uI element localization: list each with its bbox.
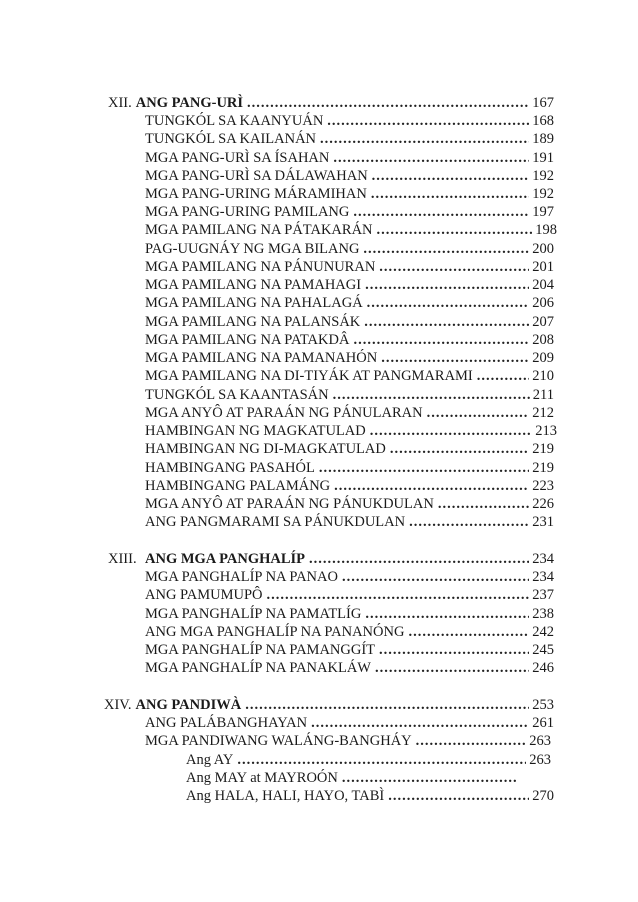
toc-entry — [145, 385, 554, 405]
page-number: 270 — [532, 788, 554, 804]
leader-dots — [309, 549, 529, 569]
toc-entry — [145, 184, 554, 204]
page-number: 219 — [532, 460, 554, 476]
page-number: 201 — [532, 259, 554, 275]
entry-label: Ang MAY at MAYROÓN — [186, 770, 338, 786]
page-number: 197 — [532, 204, 554, 220]
entry-label: TUNGKÓL SA KAANYUÁN — [145, 113, 324, 129]
page-number: 263 — [529, 733, 551, 749]
section-number: XII. — [108, 95, 132, 111]
entry-label: HAMBINGANG PALAMÁNG — [145, 478, 331, 494]
entry-label: MGA PAMILANG NA PAHALAGÁ — [145, 295, 363, 311]
toc-entry — [145, 604, 554, 624]
toc-entry — [145, 166, 554, 186]
section-number: XIII. — [108, 551, 137, 567]
toc-entry — [145, 713, 554, 733]
page-number: 231 — [532, 514, 554, 530]
leader-dots — [371, 184, 529, 204]
entry-label: Ang HALA, HALI, HAYO, TABÌ — [186, 788, 385, 804]
toc-entry — [145, 348, 554, 368]
page-number: 189 — [532, 131, 554, 147]
leader-dots — [319, 458, 529, 478]
leader-dots — [408, 622, 529, 642]
leader-dots — [237, 750, 526, 770]
entry-label: MGA PAMILANG NA DI-TIYÁK AT PANGMARAMI — [145, 368, 473, 384]
section-title: ANG PANDIWÀ — [135, 697, 242, 713]
toc-entry — [145, 494, 554, 514]
leader-dots — [334, 476, 529, 496]
leader-dots — [333, 148, 529, 168]
page-number: 238 — [532, 606, 554, 622]
page-number: 167 — [532, 95, 554, 111]
toc-entry — [145, 585, 554, 605]
toc-subentry — [186, 768, 520, 788]
leader-dots — [311, 713, 529, 733]
toc-section-xiv — [104, 695, 554, 715]
leader-dots — [379, 640, 529, 660]
page-number: 242 — [532, 624, 554, 640]
entry-label: MGA PANG-URÌ SA ÍSAHAN — [145, 150, 330, 166]
entry-label: ANG MGA PANGHALÍP NA PANANÓNG — [145, 624, 405, 640]
toc-entry — [145, 330, 554, 350]
toc-entry — [145, 148, 554, 168]
entry-label: MGA PANDIWANG WALÁNG-BANGHÁY — [145, 733, 412, 749]
toc-entry — [145, 476, 554, 496]
entry-label: HAMBINGANG PASAHÓL — [145, 460, 315, 476]
entry-label: MGA PAMILANG NA PALANSÁK — [145, 314, 361, 330]
toc-entry — [145, 567, 554, 587]
page-number: 223 — [532, 478, 554, 494]
leader-dots — [247, 93, 529, 113]
toc-entry — [145, 421, 557, 441]
leader-dots — [388, 786, 529, 806]
page-number: 261 — [532, 715, 554, 731]
page-number: 206 — [532, 295, 554, 311]
page-number: 191 — [532, 150, 554, 166]
entry-label: Ang AY — [186, 752, 234, 768]
leader-dots — [377, 220, 533, 240]
entry-label: TUNGKÓL SA KAILANÁN — [145, 131, 317, 147]
leader-dots — [353, 202, 529, 222]
entry-label: MGA PANG-URING MÁRAMIHAN — [145, 186, 367, 202]
leader-dots — [409, 512, 529, 532]
leader-dots — [372, 166, 530, 186]
toc-subentry — [186, 786, 554, 806]
page-number: 208 — [532, 332, 554, 348]
entry-label: MGA PANG-URING PAMILANG — [145, 204, 350, 220]
entry-label: MGA PANGHALÍP NA PAMANGGÍT — [145, 642, 376, 658]
entry-label: MGA PANGHALÍP NA PAMATLÍG — [145, 606, 362, 622]
page-number: 207 — [532, 314, 554, 330]
toc-entry — [145, 239, 554, 259]
page-number: 212 — [532, 405, 554, 421]
leader-dots — [427, 403, 530, 423]
entry-label: MGA ANYÔ AT PARAÁN NG PÁNUKDULAN — [145, 496, 434, 512]
toc-entry — [145, 257, 554, 277]
toc-entry — [145, 640, 554, 660]
leader-dots — [364, 312, 529, 332]
leader-dots — [267, 585, 530, 605]
entry-label: ANG PAMUMUPÔ — [145, 587, 263, 603]
leader-dots — [353, 330, 529, 350]
page-number: 234 — [532, 551, 554, 567]
leader-dots — [370, 421, 533, 441]
page-number: 253 — [532, 697, 554, 713]
entry-label: MGA PAMILANG NA PÁNUNURAN — [145, 259, 376, 275]
page-number: 213 — [535, 423, 557, 439]
toc-entry — [145, 202, 554, 222]
section-title: ANG PANG-URÌ — [135, 95, 244, 111]
page-number: 234 — [532, 569, 554, 585]
entry-label: MGA PANGHALÍP NA PANAO — [145, 569, 338, 585]
page-number: 219 — [532, 441, 554, 457]
page-number: 245 — [532, 642, 554, 658]
toc-entry — [145, 458, 554, 478]
page-number: 210 — [532, 368, 554, 384]
page-number: 192 — [532, 168, 554, 184]
entry-label: MGA PAMILANG NA PATAKDÂ — [145, 332, 350, 348]
page-number: 226 — [532, 496, 554, 512]
toc-entry — [145, 512, 554, 532]
page-number: 263 — [529, 752, 551, 768]
entry-label: MGA PAMILANG NA PÁTAKARÁN — [145, 222, 373, 238]
page-number: 192 — [532, 186, 554, 202]
leader-dots — [438, 494, 529, 514]
entry-label: PAG-UUGNÁY NG MGA BILANG — [145, 241, 360, 257]
entry-label: HAMBINGAN NG DI-MAGKATULAD — [145, 441, 386, 457]
toc-entry — [145, 403, 554, 423]
leader-dots — [367, 293, 530, 313]
toc-entry — [145, 312, 554, 332]
page-number: 198 — [535, 222, 557, 238]
page-number: 168 — [532, 113, 554, 129]
entry-label: MGA PANG-URÌ SA DÁLAWAHAN — [145, 168, 368, 184]
page-number: 246 — [532, 660, 554, 676]
leader-dots — [320, 129, 529, 149]
toc-entry — [145, 439, 554, 459]
page-number: 209 — [532, 350, 554, 366]
entry-label: MGA PAMILANG NA PAMANAHÓN — [145, 350, 378, 366]
entry-label: ANG PALÁBANGHAYAN — [145, 715, 308, 731]
leader-dots — [416, 731, 527, 751]
toc-entry — [145, 275, 554, 295]
toc-entry — [145, 220, 557, 240]
entry-label: HAMBINGAN NG MAGKATULAD — [145, 423, 366, 439]
section-number: XIV. — [104, 697, 132, 713]
toc-entry — [145, 129, 554, 149]
entry-label: TUNGKÓL SA KAANTASÁN — [145, 387, 329, 403]
leader-dots — [477, 366, 529, 386]
leader-dots — [365, 604, 529, 624]
leader-dots — [375, 658, 529, 678]
entry-label: ANG PANGMARAMI SA PÁNUKDULAN — [145, 514, 406, 530]
leader-dots — [379, 257, 529, 277]
entry-label: MGA ANYÔ AT PARAÁN NG PÁNULARAN — [145, 405, 423, 421]
page-number: 211 — [532, 387, 554, 403]
leader-dots — [390, 439, 529, 459]
toc-entry — [145, 111, 554, 131]
leader-dots — [342, 567, 529, 587]
toc-subentry — [186, 750, 551, 770]
leader-dots — [381, 348, 529, 368]
leader-dots — [327, 111, 529, 131]
leader-dots — [333, 385, 530, 405]
toc-section-xiii — [108, 549, 554, 569]
toc-entry — [145, 622, 554, 642]
toc-section-xii — [108, 93, 554, 113]
toc-entry — [145, 366, 554, 386]
entry-label: MGA PAMILANG NA PAMAHAGI — [145, 277, 362, 293]
entry-label: MGA PANGHALÍP NA PANAKLÁW — [145, 660, 371, 676]
section-title: ANG MGA PANGHALÍP — [145, 551, 306, 567]
page-number: 200 — [532, 241, 554, 257]
leader-dots — [245, 695, 529, 715]
leader-dots — [363, 239, 529, 259]
toc-entry — [145, 731, 551, 751]
page-number: 237 — [532, 587, 554, 603]
toc-entry — [145, 293, 554, 313]
leader-dots — [365, 275, 529, 295]
leader-dots — [342, 768, 517, 788]
page-number: 204 — [532, 277, 554, 293]
toc-entry — [145, 658, 554, 678]
